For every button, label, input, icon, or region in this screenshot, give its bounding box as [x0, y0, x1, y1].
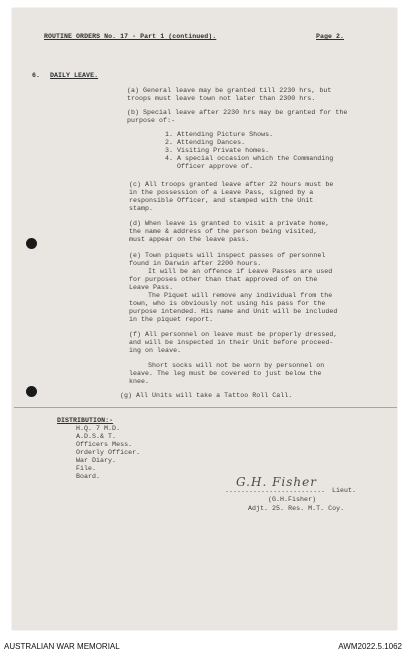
distribution-item: Officers Mess.	[76, 441, 133, 448]
para-d-line-1: (d) When leave is granted to visit a private home,	[129, 220, 330, 227]
para-a-line-2: troops must leave town not later than 2300 hrs.	[127, 95, 316, 102]
footer-accession-number: AWM2022.5.1062	[338, 642, 402, 651]
para-e-line-2: found in Darwin after 2200 hours.	[129, 260, 262, 267]
para-b-list-item: 2. Attending Dances.	[165, 139, 246, 146]
handwritten-signature: G.H. Fisher	[236, 475, 317, 489]
footer-bar	[0, 638, 407, 653]
para-e-line-7: town, who is obviously not using his pass for the	[129, 300, 326, 307]
para-b-list-item: 3. Visiting Private homes.	[165, 147, 270, 154]
page-number: Page 2.	[316, 33, 345, 40]
distribution-item: File.	[76, 465, 97, 472]
distribution-item: H.Q. 7 M.D.	[76, 425, 121, 432]
para-b-list-item: Officer approve of.	[177, 163, 254, 170]
para-f-line-2: and will be inspected in their Unit before proceed-	[129, 339, 334, 346]
signatory-name: (G.H.Fisher)	[268, 496, 317, 503]
para-e-line-1: (e) Town piquets will inspect passes of personnel	[129, 252, 326, 259]
para-e-line-9: in the piquet report.	[129, 316, 214, 323]
para-b-line-2: purpose of:-	[127, 117, 176, 124]
para-e-line-8: purpose intended. His name and Unit will be included	[129, 308, 338, 315]
fold-line	[14, 407, 397, 408]
punch-hole	[26, 238, 37, 249]
footer-institution: AUSTRALIAN WAR MEMORIAL	[4, 642, 120, 651]
signatory-title: Adjt. 25. Res. M.T. Coy.	[248, 505, 345, 512]
signature-dotted-line: .........................	[225, 487, 326, 494]
para-e-line-3: It will be an offence if Leave Passes are used	[148, 268, 333, 275]
distribution-item: Orderly Officer.	[76, 449, 141, 456]
document-title: ROUTINE ORDERS No. 17 - Part 1 (continued).	[44, 33, 217, 40]
distribution-item: A.D.S.& T.	[76, 433, 117, 440]
para-e-line-5: Leave Pass.	[129, 284, 174, 291]
distribution-item: War Diary.	[76, 457, 117, 464]
para-f-line-4: Short socks will not be worn by personnel on	[148, 362, 325, 369]
signatory-rank: Lieut.	[332, 487, 357, 494]
para-e-line-4: for purposes other than that approved of on the	[129, 276, 318, 283]
para-c-line-4: stamp.	[129, 205, 154, 212]
para-c-line-3: responsible Officer, and stamped with the Unit	[129, 197, 314, 204]
para-b-list-item: 1. Attending Picture Shows.	[165, 131, 274, 138]
distribution-label: DISTRIBUTION:-	[57, 417, 114, 424]
para-f-line-6: knee.	[129, 378, 150, 385]
para-d-line-3: must appear on the leave pass.	[129, 236, 250, 243]
section-heading: DAILY LEAVE.	[50, 72, 99, 79]
para-f-line-5: leave. The leg must be covered to just below the	[129, 370, 322, 377]
para-e-line-6: The Piquet will remove any individual from the	[148, 292, 333, 299]
para-c-line-2: in the possession of a Leave Pass, signed by a	[129, 189, 314, 196]
para-f-line-3: ing on leave.	[129, 347, 182, 354]
para-b-list-item: 4. A special occasion which the Commanding	[165, 155, 334, 162]
para-g: (g) All Units will take a Tattoo Roll Call.	[120, 392, 293, 399]
distribution-item: Board.	[76, 473, 101, 480]
para-c-line-1: (c) All troops granted leave after 22 hours must be	[129, 181, 334, 188]
section-number: 6.	[32, 72, 41, 79]
para-a-line-1: (a) General leave may be granted till 2230 hrs, but	[127, 87, 332, 94]
para-b-line-1: (b) Special leave after 2230 hrs may be granted for the	[127, 109, 348, 116]
para-d-line-2: the name & address of the person being visited,	[129, 228, 318, 235]
para-f-line-1: (f) All personnel on leave must be properly dressed,	[129, 331, 338, 338]
punch-hole	[26, 386, 37, 397]
